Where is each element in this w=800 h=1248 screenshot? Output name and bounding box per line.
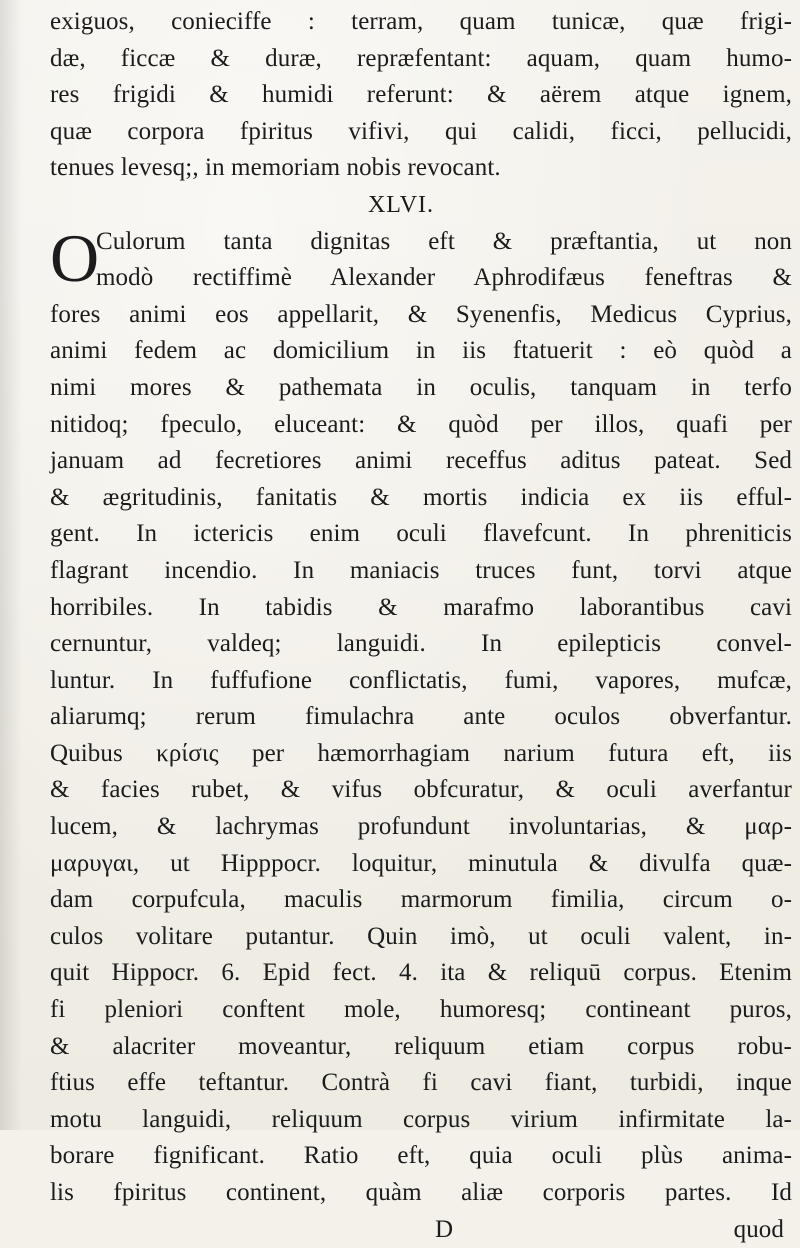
text-line: dam corpufcula, maculis marmorum fimilia, circum o- bbox=[50, 886, 792, 914]
text-line: & facies rubet, & vifus obfcuratur, & oculi averfantur bbox=[50, 776, 792, 804]
text-line: borare fignificant. Ratio eft, quia oculi plùs anima- bbox=[50, 1142, 792, 1170]
text-line: fi pleniori conftent mole, humoresq; contineant puros, bbox=[50, 996, 792, 1024]
signature-mark: D bbox=[435, 1215, 454, 1243]
drop-capital: O bbox=[50, 219, 100, 296]
text-line: culos volitare putantur. Quin imò, ut oculi valent, in- bbox=[50, 922, 792, 950]
text-line: horribiles. In tabidis & marafmo laborantibus cavi bbox=[50, 593, 792, 621]
text-line: & ægritudinis, fanitatis & mortis indicia ex iis efful- bbox=[50, 483, 792, 511]
text-line: dæ, ficcæ & duræ, repræfentant: aquam, quam humo- bbox=[50, 44, 792, 72]
text-line: exiguos, conieciffe : terram, quam tunicæ, quæ frigi- bbox=[50, 8, 792, 35]
section-heading: XLVI. bbox=[367, 191, 435, 218]
text-line: & alacriter moveantur, reliquum etiam corpus robu- bbox=[50, 1032, 792, 1060]
text-line: animi fedem ac domicilium in iis ftatuerit : eò quòd a bbox=[50, 337, 792, 365]
text-line: luntur. In fuffufione conflictatis, fumi, vapores, mufcæ, bbox=[50, 666, 792, 694]
text-line: aliarumq; rerum fimulachra ante oculos obverfantur. bbox=[50, 703, 792, 731]
text-line: lis fpiritus continent, quàm aliæ corporis partes. Id bbox=[50, 1179, 792, 1206]
text-line: Culorum tanta dignitas eft & præftantia, ut non bbox=[96, 227, 792, 255]
text-line: nimi mores & pathemata in oculis, tanquam in terfo bbox=[50, 373, 792, 401]
text-block bbox=[50, 4, 792, 1248]
catchword: quod bbox=[733, 1215, 784, 1243]
text-line: Quibus κρίσις per hæmorrhagiam narium futura eft, iis bbox=[50, 739, 792, 767]
text-line: nitidoq; fpeculo, eluceant: & quòd per illos, quafi per bbox=[50, 410, 792, 438]
dropcap-paragraph bbox=[50, 219, 792, 297]
text-line: tenues levesq;, in memoriam nobis revocant. bbox=[50, 154, 501, 182]
text-line: motu languidi, reliquum corpus virium infirmitate la- bbox=[50, 1105, 792, 1133]
text-line: lucem, & lachrymas profundunt involuntarias, & μαρ- bbox=[50, 813, 792, 841]
text-line: res frigidi & humidi referunt: & aërem atque ignem, bbox=[50, 81, 792, 109]
text-line: gent. In ictericis enim oculi flavefcunt. In phreniticis bbox=[50, 520, 792, 548]
text-line: cernuntur, valdeq; languidi. In epilepticis convel- bbox=[50, 630, 792, 658]
text-line: januam ad fecretiores animi receffus aditus pateat. Sed bbox=[50, 447, 792, 475]
text-line: μαρυγαι, ut Hipppocr. loquitur, minutula & divulfa quæ- bbox=[50, 849, 792, 877]
page-footer bbox=[50, 1212, 792, 1248]
text-line: modò rectiffimè Alexander Aphrodifæus feneftras & bbox=[96, 264, 792, 292]
text-line: fores animi eos appellarit, & Syenenfis, Medicus Cyprius, bbox=[50, 300, 792, 328]
text-line: quit Hippocr. 6. Epid fect. 4. ita & reliquū corpus. Etenim bbox=[50, 959, 792, 987]
text-line: quæ corpora fpiritus vifivi, qui calidi, ficci, pellucidi, bbox=[50, 117, 792, 145]
text-line: flagrant incendio. In maniacis truces funt, torvi atque bbox=[50, 556, 792, 584]
page-spine-shadow bbox=[0, 0, 22, 1130]
text-line: ftius effe teftantur. Contrà fi cavi fiant, turbidi, inque bbox=[50, 1069, 792, 1097]
